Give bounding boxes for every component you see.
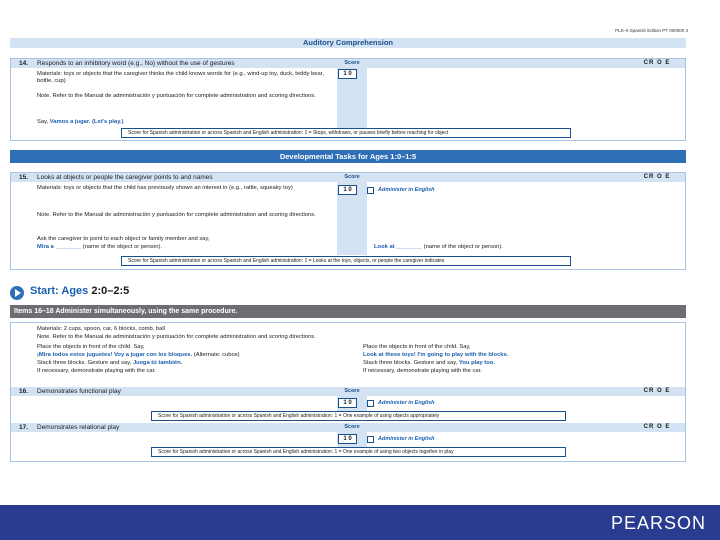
left-say-text bbox=[37, 352, 357, 359]
administer-in-english-label: Administer in English bbox=[378, 400, 435, 406]
score-box[interactable]: 1 0 bbox=[338, 69, 357, 79]
materials-text: Materials: 2 cups, spoon, car, 6 blocks, comb, ball bbox=[37, 326, 165, 332]
left-place-text: Place the objects in front of the child. Say, bbox=[37, 344, 145, 350]
right-stack-text bbox=[363, 360, 673, 367]
mira-prompt bbox=[37, 244, 337, 251]
spanish-prompt: ¡Mira todos estos juguetes! Voy a jugar con los bloques. bbox=[37, 352, 193, 358]
item-title: Demonstrates functional play bbox=[37, 388, 121, 395]
cr-o-e-label: CR O E bbox=[643, 424, 671, 430]
score-box[interactable]: 1 0 bbox=[338, 185, 357, 195]
say-instruction bbox=[37, 119, 327, 126]
administer-in-english-checkbox[interactable] bbox=[367, 187, 374, 194]
ask-instruction: Ask the caregiver to point to each object or family member and say, bbox=[37, 236, 210, 242]
mira-phrase: Mira a ________ bbox=[37, 244, 82, 250]
materials-text: Materials: toys or objects that the caregiver thinks the child knows words for (e.g., wind-up toy, duck, teddy bear, bottle, cup) bbox=[37, 71, 324, 84]
score-label: Score bbox=[344, 60, 360, 66]
score-label: Score bbox=[344, 388, 360, 394]
materials-text: Materials: toys or objects that the child has previously shown an interest in (e.g., rattle, squeaky toy) bbox=[37, 185, 293, 191]
item-number: 17. bbox=[19, 424, 29, 431]
score-label: Score bbox=[344, 174, 360, 180]
administer-in-english-label: Administer in English bbox=[378, 187, 435, 193]
item-number: 16. bbox=[19, 388, 29, 395]
scoring-criterion: Score for Spanish administration or across Spanish and English administration: 1 = Stops, withdraws, or pauses briefly before reaching for object bbox=[121, 128, 571, 138]
play-arrow-icon bbox=[10, 286, 24, 300]
cr-o-e-label: CR O E bbox=[643, 388, 671, 394]
section-heading-developmental-tasks: Developmental Tasks for Ages 1:0–1:5 bbox=[10, 150, 686, 163]
start-ages-heading bbox=[30, 285, 129, 297]
look-at-prompt bbox=[374, 244, 503, 250]
scoring-criterion: Score for Spanish administration or across Spanish and English administration: 1 = One example of using objects appropriately bbox=[151, 411, 566, 421]
footer-bar bbox=[0, 505, 720, 540]
start-label: Start: Ages bbox=[30, 285, 89, 297]
cr-o-e-label: CR O E bbox=[643, 174, 671, 180]
left-demo-text: If necessary, demonstrate playing with the car. bbox=[37, 368, 156, 374]
document-reference: PLS–5 Spanish Edition PT 000000 4 bbox=[615, 28, 688, 33]
scoring-criterion: Score for Spanish administration or across Spanish and English administration: 1 = One example of using two objects together in play bbox=[151, 447, 566, 457]
right-say-text bbox=[363, 352, 673, 359]
section-heading-auditory-comprehension: Auditory Comprehension bbox=[10, 38, 686, 48]
item-number: 14. bbox=[19, 60, 29, 67]
english-prompt: Look at these toys! I'm going to play with the blocks. bbox=[363, 352, 509, 358]
you-play-phrase: You play too. bbox=[458, 360, 495, 366]
item-title: Looks at objects or people the caregiver points to and names bbox=[37, 174, 213, 181]
administer-in-english-label: Administer in English bbox=[378, 436, 435, 442]
juega-phrase: Juega tú también. bbox=[132, 360, 183, 366]
start-ages: 2:0–2:5 bbox=[91, 285, 130, 297]
stack-instruction: Stack three blocks. Gesture and say, bbox=[37, 360, 132, 366]
alternate-word: (Alternate: cubos) bbox=[193, 352, 240, 358]
right-demo-text: If necessary, demonstrate playing with the car. bbox=[363, 368, 482, 374]
mira-rest: (name of the object or person). bbox=[82, 244, 163, 250]
score-box[interactable]: 1 0 bbox=[338, 398, 357, 408]
scoring-criterion: Score for Spanish administration or across Spanish and English administration: 1 = Looks at the toys, objects, or people the caregiver indicates bbox=[121, 256, 571, 266]
look-at-rest: (name of the object or person). bbox=[423, 244, 503, 250]
score-box[interactable]: 1 0 bbox=[338, 434, 357, 444]
item-14-block bbox=[10, 58, 686, 141]
item-title: Responds to an inhibitory word (e.g., No) without the use of gestures bbox=[37, 60, 235, 67]
left-stack-text bbox=[37, 360, 357, 367]
item-15-block bbox=[10, 172, 686, 270]
item-title: Demonstrates relational play bbox=[37, 424, 120, 431]
note-text: Note. Refer to the Manual de administración y puntuación for complete administration and scoring directions. bbox=[37, 212, 316, 218]
say-phrase: Vamos a jugar. (Let's play.) bbox=[49, 119, 124, 125]
note-text: Note. Refer to the Manual de administración y puntuación for complete administration and scoring directions. bbox=[37, 334, 316, 340]
administer-in-english-checkbox[interactable] bbox=[367, 400, 374, 407]
item-number: 15. bbox=[19, 174, 29, 181]
items-16-18-block bbox=[10, 322, 686, 462]
stack-instruction: Stack three blocks. Gesture and say, bbox=[363, 360, 458, 366]
pearson-logo: PEARSON bbox=[610, 513, 706, 533]
items-instruction-bar: Items 16–18 Administer simultaneously, using the same procedure. bbox=[10, 305, 686, 318]
note-text: Note. Refer to the Manual de administración y puntuación for complete administration and scoring directions. bbox=[37, 93, 316, 99]
say-prefix: Say, bbox=[37, 119, 49, 125]
administer-in-english-checkbox[interactable] bbox=[367, 436, 374, 443]
score-label: Score bbox=[344, 424, 360, 430]
right-place-text: Place the objects in front of the child. Say, bbox=[363, 344, 471, 350]
cr-o-e-label: CR O E bbox=[643, 60, 671, 66]
look-at-phrase: Look at ________ bbox=[374, 244, 423, 250]
